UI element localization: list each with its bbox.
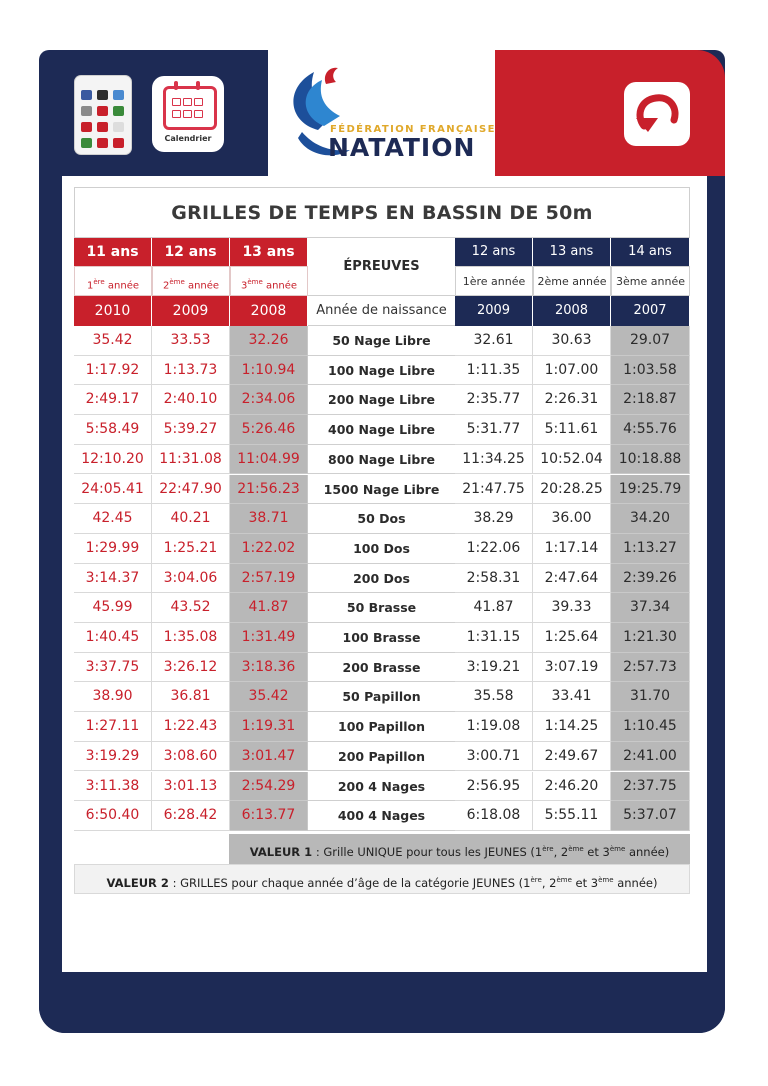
header-row-birth bbox=[74, 296, 690, 326]
time-cell: 36.81 bbox=[152, 682, 230, 712]
time-cell: 1:11.35 bbox=[455, 356, 533, 386]
time-cell: 5:37.07 bbox=[611, 801, 690, 831]
left-col-age: 13 ans bbox=[230, 238, 308, 266]
time-cell: 11:31.08 bbox=[152, 445, 230, 475]
time-cell: 1:17.14 bbox=[533, 534, 611, 564]
birth-year-label: Année de naissance bbox=[308, 296, 455, 326]
bottom-band bbox=[39, 972, 725, 1033]
time-cell: 3:00.71 bbox=[455, 742, 533, 772]
time-cell: 22:47.90 bbox=[152, 475, 230, 505]
event-cell: 400 4 Nages bbox=[308, 801, 455, 831]
time-cell: 5:11.61 bbox=[533, 415, 611, 445]
table-row bbox=[74, 326, 690, 356]
time-cell: 2:49.67 bbox=[533, 742, 611, 772]
event-cell: 200 Nage Libre bbox=[308, 385, 455, 415]
time-cell: 29.07 bbox=[611, 326, 690, 356]
time-cell: 3:04.06 bbox=[152, 564, 230, 594]
time-cell: 38.90 bbox=[74, 682, 152, 712]
time-cell: 11:04.99 bbox=[230, 445, 308, 475]
time-cell: 19:25.79 bbox=[611, 475, 690, 505]
time-cell: 1:35.08 bbox=[152, 623, 230, 653]
time-cell: 33.41 bbox=[533, 682, 611, 712]
time-cell: 24:05.41 bbox=[74, 475, 152, 505]
table-row bbox=[74, 534, 690, 564]
time-cell: 4:55.76 bbox=[611, 415, 690, 445]
table-row bbox=[74, 801, 690, 831]
event-cell: 100 Brasse bbox=[308, 623, 455, 653]
time-cell: 2:57.73 bbox=[611, 653, 690, 683]
time-cell: 3:18.36 bbox=[230, 653, 308, 683]
table-row bbox=[74, 742, 690, 772]
time-cell: 2:58.31 bbox=[455, 564, 533, 594]
time-cell: 3:11.38 bbox=[74, 772, 152, 802]
table-row bbox=[74, 712, 690, 742]
time-cell: 3:01.13 bbox=[152, 772, 230, 802]
time-cell: 41.87 bbox=[230, 593, 308, 623]
time-cell: 3:01.47 bbox=[230, 742, 308, 772]
time-cell: 3:08.60 bbox=[152, 742, 230, 772]
time-cell: 1:19.08 bbox=[455, 712, 533, 742]
right-col-year: 1ère année bbox=[455, 266, 533, 296]
right-col-year: 2ème année bbox=[533, 266, 611, 296]
right-col-age: 14 ans bbox=[611, 238, 690, 266]
time-cell: 6:13.77 bbox=[230, 801, 308, 831]
time-cell: 11:34.25 bbox=[455, 445, 533, 475]
left-col-birth: 2010 bbox=[74, 296, 152, 326]
time-cell: 1:22.02 bbox=[230, 534, 308, 564]
time-cell: 12:10.20 bbox=[74, 445, 152, 475]
header-row-year bbox=[74, 266, 690, 296]
time-cell: 5:26.46 bbox=[230, 415, 308, 445]
table-row bbox=[74, 356, 690, 386]
time-cell: 1:31.15 bbox=[455, 623, 533, 653]
time-cell: 1:19.31 bbox=[230, 712, 308, 742]
table-row bbox=[74, 653, 690, 683]
time-cell: 1:25.21 bbox=[152, 534, 230, 564]
time-cell: 38.29 bbox=[455, 504, 533, 534]
time-cell: 40.21 bbox=[152, 504, 230, 534]
event-cell: 50 Dos bbox=[308, 504, 455, 534]
time-cell: 36.00 bbox=[533, 504, 611, 534]
time-cell: 1:22.43 bbox=[152, 712, 230, 742]
time-cell: 1:29.99 bbox=[74, 534, 152, 564]
time-cell: 3:26.12 bbox=[152, 653, 230, 683]
page-title: GRILLES DE TEMPS EN BASSIN DE 50m bbox=[171, 202, 593, 224]
time-cell: 1:07.00 bbox=[533, 356, 611, 386]
back-button[interactable] bbox=[624, 82, 690, 146]
table-row bbox=[74, 475, 690, 505]
federation-label: FÉDÉRATION FRANÇAISE bbox=[330, 124, 496, 135]
table-row bbox=[74, 504, 690, 534]
event-cell: 50 Nage Libre bbox=[308, 326, 455, 356]
time-cell: 2:41.00 bbox=[611, 742, 690, 772]
time-cell: 38.71 bbox=[230, 504, 308, 534]
time-cell: 21:56.23 bbox=[230, 475, 308, 505]
valeur-1-note: VALEUR 1 : Grille UNIQUE pour tous les JEUNES (1ère, 2ème et 3ème année) bbox=[229, 834, 690, 864]
time-cell: 1:10.94 bbox=[230, 356, 308, 386]
event-cell: 200 Dos bbox=[308, 564, 455, 594]
right-col-year: 3ème année bbox=[611, 266, 690, 296]
time-cell: 2:56.95 bbox=[455, 772, 533, 802]
natation-label: NATATION bbox=[328, 133, 476, 162]
time-cell: 2:40.10 bbox=[152, 385, 230, 415]
time-cell: 33.53 bbox=[152, 326, 230, 356]
time-cell: 5:39.27 bbox=[152, 415, 230, 445]
header-red-block bbox=[495, 50, 725, 176]
time-cell: 21:47.75 bbox=[455, 475, 533, 505]
time-cell: 35.42 bbox=[74, 326, 152, 356]
time-cell: 3:07.19 bbox=[533, 653, 611, 683]
time-cell: 32.61 bbox=[455, 326, 533, 356]
time-cell: 5:31.77 bbox=[455, 415, 533, 445]
right-col-age: 12 ans bbox=[455, 238, 533, 266]
time-cell: 31.70 bbox=[611, 682, 690, 712]
right-col-birth: 2007 bbox=[611, 296, 690, 326]
header-row-age bbox=[74, 238, 690, 274]
time-cell: 3:14.37 bbox=[74, 564, 152, 594]
time-cell: 1:17.92 bbox=[74, 356, 152, 386]
table-row bbox=[74, 564, 690, 594]
time-cell: 10:52.04 bbox=[533, 445, 611, 475]
table-row bbox=[74, 445, 690, 475]
time-cell: 1:25.64 bbox=[533, 623, 611, 653]
time-cell: 1:21.30 bbox=[611, 623, 690, 653]
time-cell: 2:47.64 bbox=[533, 564, 611, 594]
time-cell: 42.45 bbox=[74, 504, 152, 534]
right-col-birth: 2009 bbox=[455, 296, 533, 326]
event-cell: 50 Brasse bbox=[308, 593, 455, 623]
event-cell: 800 Nage Libre bbox=[308, 445, 455, 475]
back-arrow-icon bbox=[624, 82, 690, 146]
time-cell: 1:22.06 bbox=[455, 534, 533, 564]
events-header: ÉPREUVES bbox=[308, 238, 455, 296]
time-cell: 45.99 bbox=[74, 593, 152, 623]
time-cell: 1:10.45 bbox=[611, 712, 690, 742]
calendar-label: Calendrier bbox=[164, 134, 212, 143]
time-cell: 32.26 bbox=[230, 326, 308, 356]
event-cell: 200 Papillon bbox=[308, 742, 455, 772]
time-cell: 1:40.45 bbox=[74, 623, 152, 653]
event-cell: 200 4 Nages bbox=[308, 772, 455, 802]
left-col-year: 2ème année bbox=[152, 266, 230, 296]
apps-grid-icon[interactable] bbox=[75, 76, 131, 154]
time-cell: 30.63 bbox=[533, 326, 611, 356]
time-cell: 34.20 bbox=[611, 504, 690, 534]
time-cell: 1:13.27 bbox=[611, 534, 690, 564]
left-col-age: 12 ans bbox=[152, 238, 230, 266]
time-cell: 10:18.88 bbox=[611, 445, 690, 475]
time-cell: 2:49.17 bbox=[74, 385, 152, 415]
event-cell: 100 Dos bbox=[308, 534, 455, 564]
time-cell: 2:57.19 bbox=[230, 564, 308, 594]
table-row bbox=[74, 593, 690, 623]
event-cell: 50 Papillon bbox=[308, 682, 455, 712]
time-cell: 2:26.31 bbox=[533, 385, 611, 415]
time-cell: 5:55.11 bbox=[533, 801, 611, 831]
time-cell: 3:19.21 bbox=[455, 653, 533, 683]
right-col-birth: 2008 bbox=[533, 296, 611, 326]
table-row bbox=[74, 623, 690, 653]
time-cell: 35.58 bbox=[455, 682, 533, 712]
time-cell: 35.42 bbox=[230, 682, 308, 712]
event-cell: 100 Nage Libre bbox=[308, 356, 455, 386]
time-cell: 1:31.49 bbox=[230, 623, 308, 653]
time-cell: 6:28.42 bbox=[152, 801, 230, 831]
time-cell: 5:58.49 bbox=[74, 415, 152, 445]
right-col-age: 13 ans bbox=[533, 238, 611, 266]
calendar-button[interactable] bbox=[152, 76, 224, 152]
title-area bbox=[74, 187, 690, 238]
table-row bbox=[74, 385, 690, 415]
time-cell: 2:35.77 bbox=[455, 385, 533, 415]
time-cell: 1:03.58 bbox=[611, 356, 690, 386]
time-cell: 43.52 bbox=[152, 593, 230, 623]
time-cell: 3:19.29 bbox=[74, 742, 152, 772]
time-cell: 2:34.06 bbox=[230, 385, 308, 415]
time-cell: 37.34 bbox=[611, 593, 690, 623]
time-cell: 20:28.25 bbox=[533, 475, 611, 505]
time-cell: 2:39.26 bbox=[611, 564, 690, 594]
time-cell: 2:37.75 bbox=[611, 772, 690, 802]
time-cell: 1:27.11 bbox=[74, 712, 152, 742]
time-cell: 6:50.40 bbox=[74, 801, 152, 831]
left-col-age: 11 ans bbox=[74, 238, 152, 266]
table-row bbox=[74, 415, 690, 445]
time-cell: 6:18.08 bbox=[455, 801, 533, 831]
time-cell: 2:46.20 bbox=[533, 772, 611, 802]
time-cell: 1:13.73 bbox=[152, 356, 230, 386]
left-col-birth: 2008 bbox=[230, 296, 308, 326]
left-col-year: 1ère année bbox=[74, 266, 152, 296]
time-cell: 39.33 bbox=[533, 593, 611, 623]
time-cell: 41.87 bbox=[455, 593, 533, 623]
time-cell: 3:37.75 bbox=[74, 653, 152, 683]
event-cell: 200 Brasse bbox=[308, 653, 455, 683]
valeur-2-note: VALEUR 2 : GRILLES pour chaque année d’âge de la catégorie JEUNES (1ère, 2ème et 3ème année) bbox=[74, 864, 690, 894]
time-cell: 2:18.87 bbox=[611, 385, 690, 415]
event-cell: 100 Papillon bbox=[308, 712, 455, 742]
time-cell: 1:14.25 bbox=[533, 712, 611, 742]
left-col-year: 3ème année bbox=[230, 266, 308, 296]
table-row bbox=[74, 682, 690, 712]
event-cell: 400 Nage Libre bbox=[308, 415, 455, 445]
table-row bbox=[74, 772, 690, 802]
left-col-birth: 2009 bbox=[152, 296, 230, 326]
event-cell: 1500 Nage Libre bbox=[308, 475, 455, 505]
time-cell: 2:54.29 bbox=[230, 772, 308, 802]
